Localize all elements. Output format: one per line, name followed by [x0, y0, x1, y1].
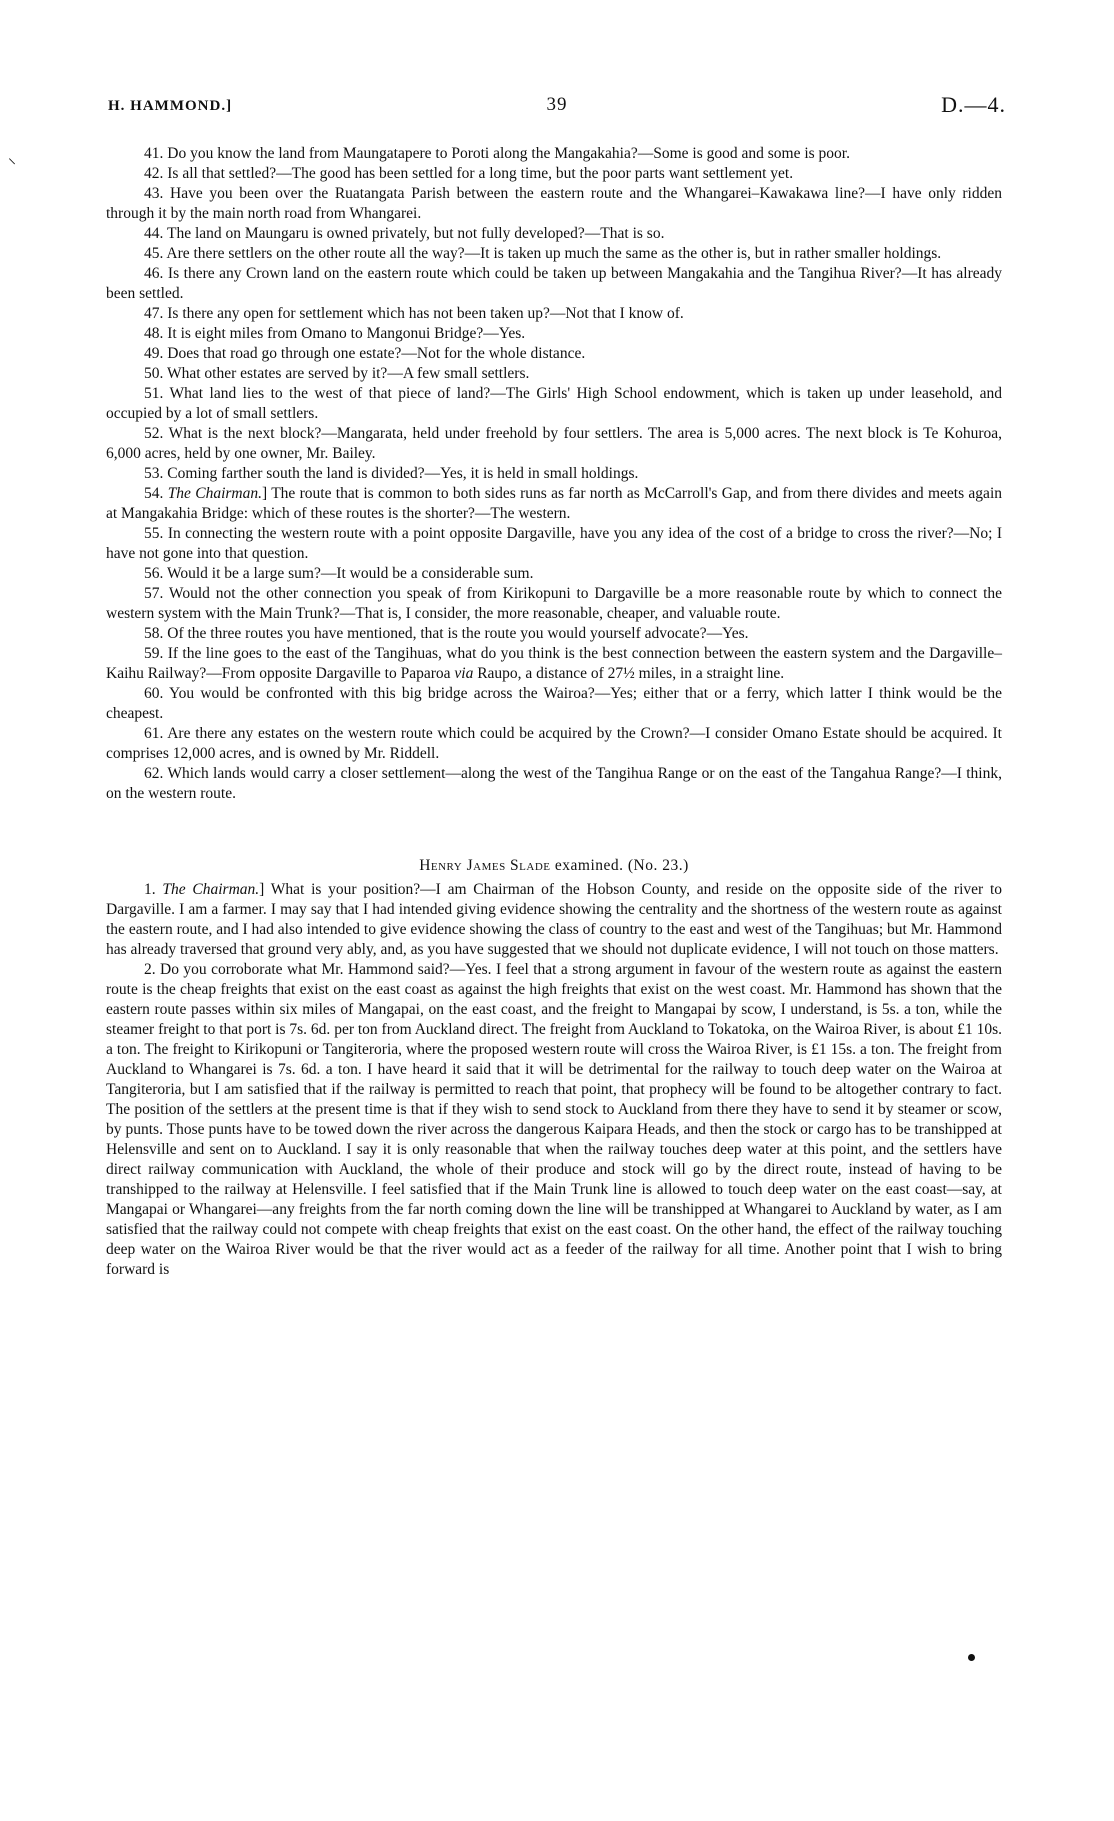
paragraph: 62. Which lands would carry a closer settlement—along the west of the Tangihua Range or on the east of the Tangahua Range?—I think, on the western route. [106, 765, 1002, 802]
paragraph: 52. What is the next block?—Mangarata, held under freehold by four settlers. The area is 5,000 acres. The next block is Te Kohuroa, 6,000 acres, held by one owner, Mr. Bailey. [106, 425, 1002, 462]
witness-name: Henry James Slade [419, 857, 551, 874]
section-heading-rest: examined. (No. 23.) [550, 857, 689, 874]
paragraph: 57. Would not the other connection you speak of from Kirikopuni to Dargaville be a more reasonable route by which to connect the western system with the Main Trunk?—That is, I consider, the more reasonable, cheaper, and valuable route. [106, 585, 1002, 622]
paragraph: 61. Are there any estates on the western route which could be acquired by the Crown?—I consider Omano Estate should be acquired. It comprises 12,000 acres, and is owned by Mr. Riddell. [106, 725, 1002, 762]
paragraph: 42. Is all that settled?—The good has been settled for a long time, but the poor parts want settlement yet. [144, 165, 794, 182]
paragraph: 50. What other estates are served by it?—A few small settlers. [144, 365, 530, 382]
page-number: 39 [546, 94, 568, 115]
page-header [108, 92, 1006, 122]
speaker-name: The Chairman. [162, 881, 260, 898]
paragraph-text: ] The route that is common to both sides runs as far north as McCarroll's Gap, and from there divides and meets again at Mangakahia Bridge: which of these routes is the shorter?—The western. [106, 485, 1002, 522]
margin-mark: ⸜ [8, 150, 17, 167]
question-number: 54. [144, 485, 164, 502]
paragraph: 46. Is there any Crown land on the eastern route which could be taken up between Mangakahia and the Tangihua River?—It has already been settled. [106, 265, 1002, 302]
paragraph: 51. What land lies to the west of that piece of land?—The Girls' High School endowment, which is taken up under leasehold, and occupied by a lot of small settlers. [106, 385, 1002, 422]
ink-dot [968, 1654, 975, 1661]
paragraph: 47. Is there any open for settlement which has not been taken up?—Not that I know of. [144, 305, 684, 322]
paragraph: 44. The land on Maungaru is owned privately, but not fully developed?—That is so. [144, 225, 665, 242]
document-body [106, 144, 1002, 1280]
paragraph: 55. In connecting the western route with a point opposite Dargaville, have you any idea of the cost of a bridge to cross the river?—No; I have not gone into that question. [106, 525, 1002, 562]
question-number: 1. [144, 881, 156, 898]
document-code: D.—4. [941, 92, 1006, 117]
paragraph: 45. Are there settlers on the other route all the way?—It is taken up much the same as the other is, but in rather smaller holdings. [144, 245, 942, 262]
header-witness-name: H. HAMMOND.] [108, 98, 233, 114]
paragraph-text: 59. If the line goes to the east of the Tangihuas, what do you think is the best connection between the eastern system and the Dargaville–Kaihu Railway?—From opposite Dargaville to Paparoa [106, 645, 1002, 682]
section-heading [106, 856, 1002, 876]
paragraph: 48. It is eight miles from Omano to Mangonui Bridge?—Yes. [144, 325, 526, 342]
paragraph: 2. Do you corroborate what Mr. Hammond said?—Yes. I feel that a strong argument in favour of the western route as against the eastern route is the cheap freights that exist on the east coast as against the high freights that exist on the west coast. Mr. Hammond has shown that the eastern route passes within six miles of Mangapai, on the east coast, and the freight to Mangapai by scow, I understand, is 5s. a ton, while the steamer freight to that port is 7s. 6d. per ton from Auckland direct. The freight from Auckland to Tokatoka, on the Wairoa River, is about £1 10s. a ton. The freight to Kirikopuni or Tangiteroria, where the proposed western route will cross the Wairoa River, is £1 15s. a ton. The freight from Auckland to Whangarei is 7s. 6d. a ton. I have heard it said that it will be detrimental for the railway to touch deep water on the Wairoa at Tangiteroria, but I am satisfied that if the railway is permitted to reach that point, that prophecy will be found to be altogether contrary to fact. The position of the settlers at the present time is that if they wish to send stock to Auckland from there they have to send it by steamer or scow, by punts. Those punts have to be towed down the river across the dangerous Kaipara Heads, and then the stock or cargo has to be transhipped at Helensville and sent on to Auckland. I say it is only reasonable that when the railway touches deep water at this point, and the settlers have direct railway communication with Auckland, the whole of their produce and stock will go by the direct route, instead of having to be transhipped to the railway at Helensville. I feel satisfied that if the Main Trunk line is allowed to touch deep water on the east coast—say, at Mangapai or Whangarei—any freights from the far north coming down the line will be transhipped at Whangarei to Auckland by water, as I am satisfied that the railway could not compete with cheap freights that exist on the east coast. On the other hand, the effect of the railway touching deep water on the Wairoa River would be that the river would act as a feeder of the railway for all time. Another point that I wish to bring forward is [106, 961, 1002, 1278]
paragraph: 58. Of the three routes you have mentioned, that is the route you would yourself advocate?—Yes. [144, 625, 749, 642]
paragraph [106, 880, 1002, 960]
paragraph-text: Raupo, a distance of 27½ miles, in a straight line. [473, 665, 785, 682]
paragraph: 49. Does that road go through one estate?—Not for the whole distance. [144, 345, 586, 362]
paragraph: 41. Do you know the land from Maungatapere to Poroti along the Mangakahia?—Some is good and some is poor. [144, 145, 850, 162]
paragraph-text: ] What is your position?—I am Chairman of the Hobson County, and reside on the opposite side of the river to Dargaville. I am a farmer. I may say that I had intended giving evidence showing the centrality and the shortness of the western route as against the eastern route, and I had also intended to give evidence showing the class of country to the east and west of the Tangihuas; but Mr. Hammond has already traversed that ground very ably, and, as you have suggested that we should not duplicate evidence, I will not touch on those matters. [106, 881, 1002, 958]
speaker-name: The Chairman. [167, 485, 262, 502]
paragraph: 43. Have you been over the Ruatangata Parish between the eastern route and the Whangarei–Kawakawa line?—I have only ridden through it by the main north road from Whangarei. [106, 185, 1002, 222]
italic-word: via [454, 665, 474, 682]
paragraph: 53. Coming farther south the land is divided?—Yes, it is held in small holdings. [144, 465, 639, 482]
paragraph [106, 484, 1002, 524]
paragraph: 56. Would it be a large sum?—It would be a considerable sum. [144, 565, 534, 582]
paragraph: 60. You would be confronted with this big bridge across the Wairoa?—Yes; either that or a ferry, which latter I think would be the cheapest. [106, 685, 1002, 722]
paragraph [106, 644, 1002, 684]
